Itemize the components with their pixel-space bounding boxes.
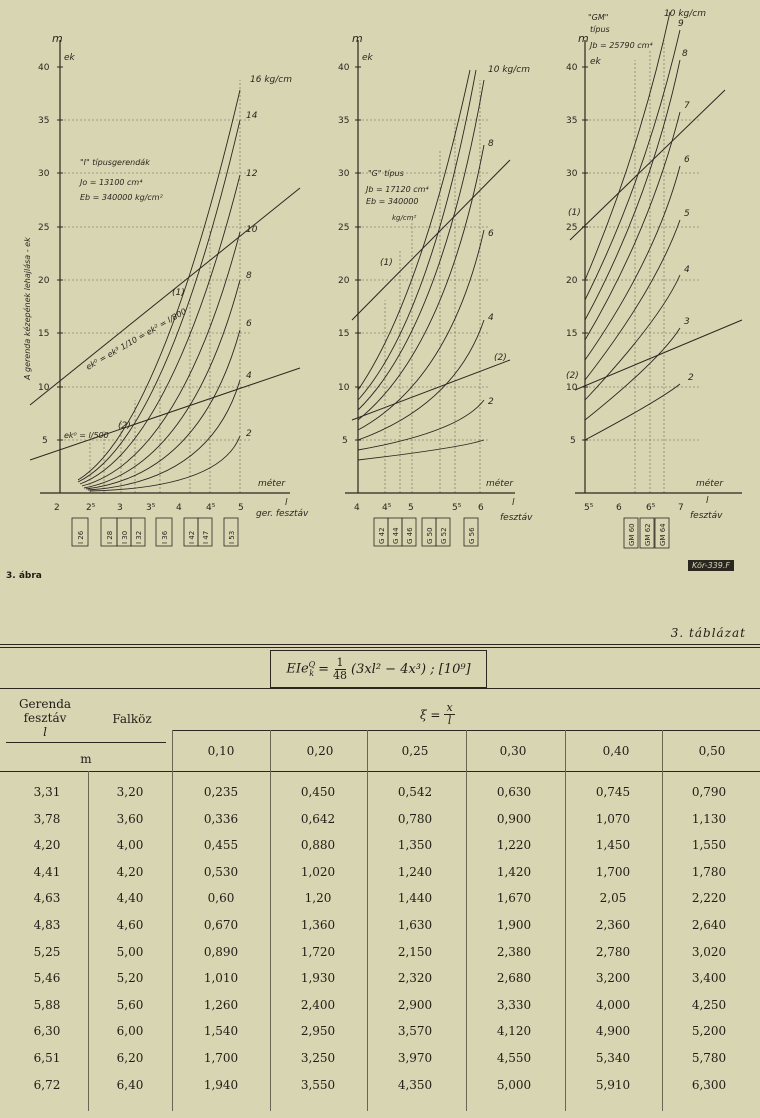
cell-value: 2,780 <box>595 944 631 959</box>
cell-value: 1,360 <box>300 918 336 932</box>
beam-tag: GM 62 <box>644 523 652 546</box>
curve-label: 10 <box>246 225 258 235</box>
curve-label: 10 kg/cm <box>664 9 706 19</box>
cell-wall-gap: 6,40 <box>116 1077 144 1092</box>
x-label: l <box>512 498 515 508</box>
cell-value: 2,320 <box>397 971 433 986</box>
x-tick: 3⁵ <box>146 503 156 513</box>
beam-tag: I 30 <box>121 530 129 544</box>
header-beam-line: l <box>43 725 47 739</box>
curve-label: 6 <box>246 319 252 329</box>
curve-label: 2 <box>246 429 252 439</box>
formula-lhs: EIe <box>286 661 309 677</box>
line-1 <box>30 188 300 405</box>
cell-span: 4,41 <box>33 864 61 879</box>
cell-wall-gap: 6,00 <box>116 1024 144 1039</box>
cell-value: 2,05 <box>599 891 627 906</box>
table-top-rule <box>0 644 760 645</box>
formula-eq: = <box>318 661 329 677</box>
cell-value: 2,680 <box>496 971 532 986</box>
line1-label: (1) <box>172 288 185 298</box>
cell-value: 2,220 <box>691 891 727 906</box>
cell-value: 1,930 <box>300 971 336 986</box>
x-unit: méter <box>696 479 724 489</box>
line1-label: (1) <box>568 208 581 218</box>
note: Jb = 17120 cm⁴ <box>366 185 429 194</box>
y-axis-sub: ek <box>64 53 75 63</box>
cell-value: 1,20 <box>304 891 332 906</box>
y-axis-label: m <box>578 32 589 45</box>
curve-label: 4 <box>684 265 690 275</box>
cell-value: 5,780 <box>691 1051 727 1065</box>
beam-tag: I 42 <box>188 530 196 544</box>
body-rule <box>0 771 760 772</box>
x-tick: 5⁵ <box>452 503 462 513</box>
y-tick: 35 <box>338 116 350 126</box>
cell-span: 4,83 <box>33 918 61 932</box>
cell-wall-gap: 3,20 <box>116 785 144 799</box>
y-tick: 10 <box>38 383 50 393</box>
cell-value: 1,720 <box>300 944 336 959</box>
cell-value: 4,250 <box>691 997 727 1012</box>
beam-tag: G 42 <box>378 527 386 544</box>
cell-value: 1,700 <box>595 864 631 879</box>
column-divider <box>88 771 89 1111</box>
curve-label: 4 <box>246 371 252 381</box>
curve-label: 3 <box>684 317 690 327</box>
table-top-rule <box>0 647 760 648</box>
cell-value: 1,940 <box>203 1077 239 1092</box>
x-label: l <box>285 498 288 508</box>
x-tick: 6 <box>478 503 484 513</box>
cell-span: 3,78 <box>33 811 61 826</box>
y-tick: 35 <box>38 116 50 126</box>
note: Jo = 13100 cm⁴ <box>80 178 143 187</box>
cell-value: 0,900 <box>496 811 532 826</box>
x-tick: 2 <box>54 503 60 513</box>
curve-label: 7 <box>684 101 690 111</box>
cell-value: 0,745 <box>595 785 631 799</box>
cell-value: 1,240 <box>397 864 433 879</box>
x-tick: 4 <box>176 503 182 513</box>
cell-value: 1,020 <box>300 864 336 879</box>
y-tick: 35 <box>566 116 578 126</box>
y-tick: 5 <box>570 436 576 446</box>
x-tick: 6⁵ <box>646 503 656 513</box>
cell-value: 1,420 <box>496 864 532 879</box>
cell-value: 1,010 <box>203 971 239 986</box>
header-xi-label: ξ = <box>420 707 441 722</box>
column-header: 0,20 <box>306 744 334 758</box>
cell-value: 2,360 <box>595 918 631 932</box>
curve-label: 6 <box>684 155 690 165</box>
cell-value: 1,220 <box>496 838 532 853</box>
x-tick: 5 <box>408 503 414 513</box>
column-header: 0,10 <box>207 744 235 758</box>
x-unit: méter <box>258 479 286 489</box>
y-tick: 10 <box>338 383 350 393</box>
beam-tag: G 56 <box>468 527 476 544</box>
y-tick: 30 <box>38 169 50 179</box>
cell-wall-gap: 3,60 <box>116 811 144 826</box>
curve-label: 4 <box>488 313 494 323</box>
cell-wall-gap: 4,20 <box>116 864 144 879</box>
x-tick: 2⁵ <box>86 503 96 513</box>
load-curves <box>358 70 484 460</box>
cell-value: 1,350 <box>397 838 433 853</box>
x-unit: méter <box>486 479 514 489</box>
x-caption: fesztáv <box>500 513 533 523</box>
line2-label: (2) <box>118 421 131 431</box>
x-caption: fesztáv <box>690 511 723 521</box>
header-beam-span <box>6 697 84 739</box>
column-header: 0,25 <box>401 744 429 758</box>
header-beam-line: Gerenda <box>18 697 72 711</box>
cell-value: 5,910 <box>595 1077 631 1092</box>
formula-fraction <box>333 657 347 682</box>
line-1 <box>352 160 510 320</box>
x-tick: 4 <box>354 503 360 513</box>
cell-value: 3,550 <box>300 1077 336 1092</box>
y-tick: 15 <box>38 329 50 339</box>
beam-tag: G 50 <box>426 527 434 544</box>
table-caption: 3. táblázat <box>670 626 746 640</box>
publisher-stamp: Kör-339.F <box>688 560 734 571</box>
x-tick: 6 <box>616 503 622 513</box>
cell-value: 5,340 <box>595 1051 631 1065</box>
curve-label: 8 <box>488 139 494 149</box>
curve-label: 6 <box>488 229 494 239</box>
header-rule <box>0 688 760 689</box>
cell-value: 1,700 <box>203 1051 239 1065</box>
formula-rhs: (3xl² − 4x³) ; [10⁹] <box>351 661 471 677</box>
beam-tag: G 44 <box>392 527 400 544</box>
line-1 <box>570 90 725 240</box>
y-axis-sub: ek <box>362 53 373 63</box>
line2-eq: ek⁰ = l/500 <box>64 431 109 440</box>
cell-value: 0,455 <box>203 838 239 853</box>
cell-span: 4,63 <box>33 891 61 906</box>
curve-label: 8 <box>682 49 688 59</box>
cell-value: 6,300 <box>691 1077 727 1092</box>
y-tick: 40 <box>38 63 50 73</box>
beam-tag: I 53 <box>228 530 236 544</box>
cell-value: 3,400 <box>691 971 727 986</box>
cell-value: 1,450 <box>595 838 631 853</box>
cell-value: 0,890 <box>203 944 239 959</box>
cell-value: 0,780 <box>397 811 433 826</box>
x-label: l <box>706 496 709 506</box>
beam-tag: I 26 <box>77 530 85 544</box>
formula-sub: k <box>309 668 315 678</box>
y-axis-label: m <box>352 32 363 45</box>
column-header: 0,30 <box>499 744 527 758</box>
note: "I" típusgerendák <box>80 158 150 167</box>
line2-label: (2) <box>566 371 579 381</box>
curve-label: 5 <box>684 209 690 219</box>
panel-i-type <box>22 32 309 546</box>
cell-span: 4,20 <box>33 838 61 853</box>
table-formula <box>270 650 487 688</box>
panel-gm-type <box>566 9 742 548</box>
x-tick: 3 <box>117 503 123 513</box>
cell-wall-gap: 5,00 <box>116 944 144 959</box>
header-beam-line: fesztáv <box>23 711 67 725</box>
cell-value: 3,250 <box>300 1051 336 1065</box>
beam-tag: I 32 <box>135 530 143 544</box>
cell-wall-gap: 4,60 <box>116 918 144 932</box>
cell-wall-gap: 6,20 <box>116 1051 144 1065</box>
y-axis-sub: ek <box>590 57 601 67</box>
curve-label: 2 <box>488 397 494 407</box>
cell-value: 4,900 <box>595 1024 631 1039</box>
cell-span: 3,31 <box>33 785 61 799</box>
cell-value: 2,950 <box>300 1024 336 1039</box>
y-tick: 25 <box>38 223 50 233</box>
cell-value: 1,440 <box>397 891 433 906</box>
cell-value: 0,450 <box>300 785 336 799</box>
y-tick: 20 <box>566 276 578 286</box>
note: "G" típus <box>368 169 404 178</box>
beam-tag: G 46 <box>406 527 414 544</box>
cell-wall-gap: 5,60 <box>116 997 144 1012</box>
note: típus <box>590 25 610 34</box>
curve-label: 14 <box>246 111 258 121</box>
cell-value: 1,070 <box>595 811 631 826</box>
y-tick: 5 <box>42 436 48 446</box>
beam-tag: I 47 <box>202 530 210 544</box>
cell-value: 2,400 <box>300 997 336 1012</box>
curve-label: 9 <box>678 19 684 29</box>
cell-value: 1,670 <box>496 891 532 906</box>
cell-value: 5,000 <box>496 1077 532 1092</box>
cell-value: 1,130 <box>691 811 727 826</box>
column-divider <box>367 730 368 1111</box>
cell-span: 6,72 <box>33 1077 61 1092</box>
cell-value: 1,550 <box>691 838 727 853</box>
line1-label: (1) <box>380 258 393 268</box>
x-tick: 5⁵ <box>584 503 594 513</box>
note: Eb = 340000 <box>366 197 419 206</box>
note: "GM" <box>588 13 609 22</box>
curve-label: 8 <box>246 271 252 281</box>
y-tick: 25 <box>566 223 578 233</box>
cell-value: 4,550 <box>496 1051 532 1065</box>
cell-value: 2,900 <box>397 997 433 1012</box>
x-tick: 4⁵ <box>382 503 392 513</box>
beam-tag: G 52 <box>440 527 448 544</box>
y-tick: 5 <box>342 436 348 446</box>
beam-tag: GM 60 <box>628 523 636 546</box>
y-tick: 15 <box>338 329 350 339</box>
cell-value: 3,200 <box>595 971 631 986</box>
header-xi-num: x <box>446 701 453 714</box>
cell-span: 5,88 <box>33 997 61 1012</box>
cell-span: 6,30 <box>33 1024 61 1039</box>
y-axis-label: m <box>52 32 63 45</box>
y-tick: 30 <box>566 169 578 179</box>
cell-value: 3,570 <box>397 1024 433 1039</box>
cell-value: 1,780 <box>691 864 727 879</box>
cell-value: 4,000 <box>595 997 631 1012</box>
cell-value: 2,380 <box>496 944 532 959</box>
cell-value: 3,020 <box>691 944 727 959</box>
beam-tag: I 28 <box>106 530 114 544</box>
cell-span: 5,46 <box>33 971 61 986</box>
curve-label: 12 <box>246 169 258 179</box>
y-tick: 15 <box>566 329 578 339</box>
cell-value: 1,900 <box>496 918 532 932</box>
cell-value: 1,260 <box>203 997 239 1012</box>
cell-value: 2,640 <box>691 918 727 932</box>
beam-tag: I 36 <box>161 530 169 544</box>
line1-eq: ek⁰ = ek³ 1/10 = ek² = l/800 <box>84 306 189 372</box>
y-tick: 40 <box>338 63 350 73</box>
cell-value: 0,790 <box>691 785 727 799</box>
formula-num: 1 <box>336 655 344 669</box>
cell-value: 0,880 <box>300 838 336 853</box>
cell-value: 1,630 <box>397 918 433 932</box>
formula-sup: Q <box>308 660 316 670</box>
column-header: 0,50 <box>698 744 726 758</box>
column-divider <box>172 730 173 1111</box>
cell-value: 0,642 <box>300 811 336 826</box>
cell-wall-gap: 4,40 <box>116 891 144 906</box>
y-tick: 20 <box>338 276 350 286</box>
figure-caption: 3. ábra <box>6 571 42 581</box>
load-curves <box>585 12 680 440</box>
column-divider <box>565 730 566 1111</box>
header-xi-den: l <box>447 714 452 727</box>
column-divider <box>466 730 467 1111</box>
formula-den: 48 <box>333 668 347 682</box>
line-2 <box>30 368 300 460</box>
x-caption: ger. fesztáv <box>256 509 309 519</box>
header-sub-rule <box>6 742 166 743</box>
column-header: 0,40 <box>602 744 630 758</box>
side-label: A gerenda kézepének lehajlása - ek <box>23 237 32 380</box>
line2-label: (2) <box>494 353 507 363</box>
header-wall-gap: Falköz <box>112 712 152 726</box>
cell-value: 0,530 <box>203 864 239 879</box>
y-tick: 30 <box>338 169 350 179</box>
cell-wall-gap: 5,20 <box>116 971 144 986</box>
cell-value: 0,336 <box>203 811 239 826</box>
header-unit: m <box>80 752 92 766</box>
curve-label: 16 kg/cm <box>250 75 292 85</box>
cell-value: 5,200 <box>691 1024 727 1039</box>
cell-value: 4,120 <box>496 1024 532 1039</box>
header-xi <box>420 702 455 727</box>
cell-span: 6,51 <box>33 1051 61 1065</box>
cell-value: 4,350 <box>397 1077 433 1092</box>
cell-value: 0,670 <box>203 918 239 932</box>
cell-value: 0,630 <box>496 785 532 799</box>
cell-value: 3,970 <box>397 1051 433 1065</box>
note: Eb = 340000 kg/cm² <box>80 193 163 202</box>
note: kg/cm² <box>392 214 417 222</box>
cell-value: 0,235 <box>203 785 239 799</box>
y-tick: 40 <box>566 63 578 73</box>
y-tick: 25 <box>338 223 350 233</box>
y-tick: 10 <box>566 383 578 393</box>
x-tick: 5 <box>238 503 244 513</box>
column-divider <box>662 730 663 1111</box>
cell-value: 1,540 <box>203 1024 239 1039</box>
column-divider <box>270 730 271 1111</box>
y-tick: 20 <box>38 276 50 286</box>
curve-label: 2 <box>688 373 694 383</box>
cell-value: 3,330 <box>496 997 532 1012</box>
cell-value: 0,542 <box>397 785 433 799</box>
beam-tag: GM 64 <box>659 523 667 546</box>
cell-wall-gap: 4,00 <box>116 838 144 853</box>
cell-value: 0,60 <box>207 891 235 906</box>
x-tick: 7 <box>678 503 684 513</box>
note: Jb = 25790 cm⁴ <box>590 41 653 50</box>
header-xi-fraction <box>444 702 454 727</box>
cell-span: 5,25 <box>33 944 61 959</box>
curve-label: 10 kg/cm <box>488 65 530 75</box>
panel-g-type <box>338 32 533 546</box>
x-tick: 4⁵ <box>206 503 216 513</box>
cell-value: 2,150 <box>397 944 433 959</box>
